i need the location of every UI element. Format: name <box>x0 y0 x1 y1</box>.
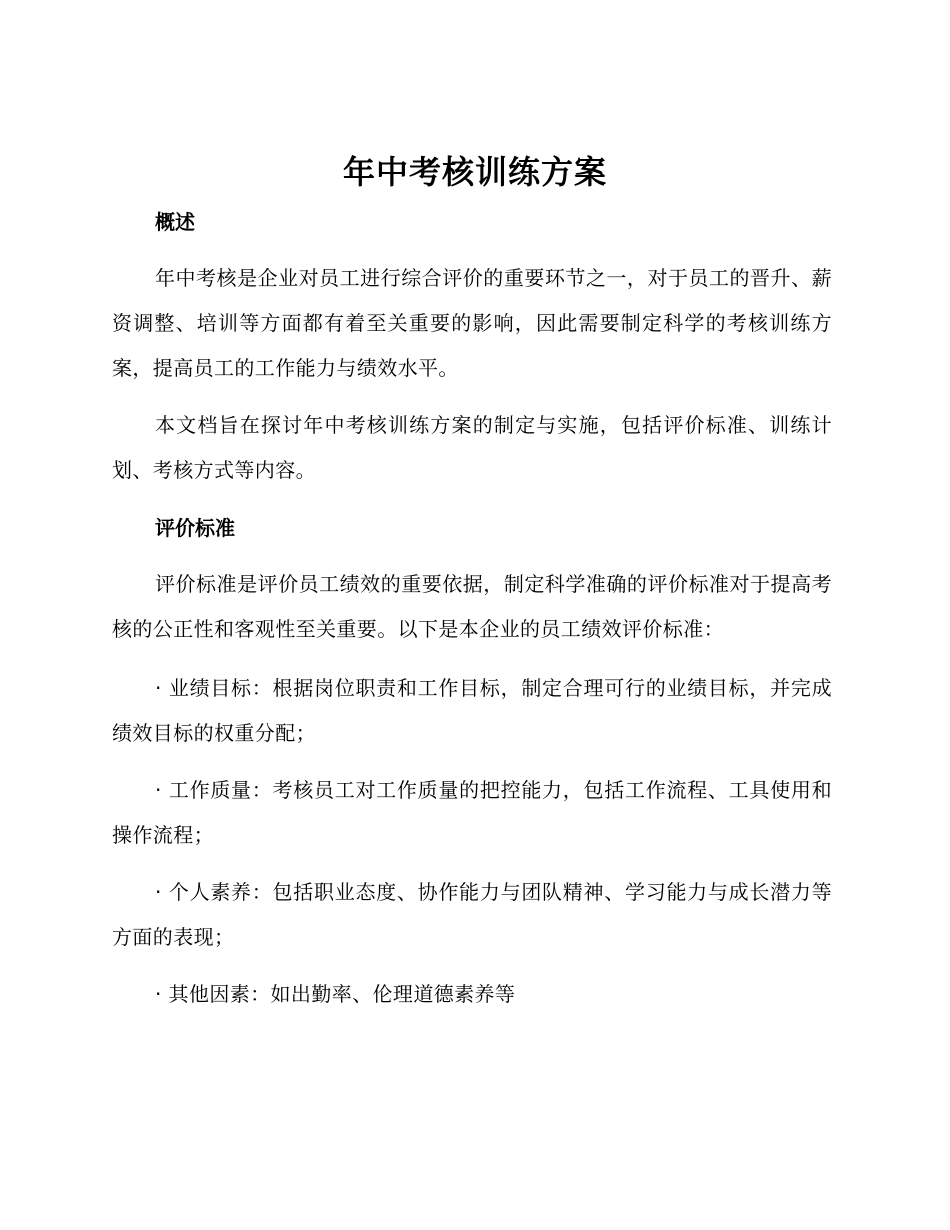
section-heading-overview: 概述 <box>155 210 195 234</box>
paragraph-overview-1: 年中考核是企业对员工进行综合评价的重要环节之一，对于员工的晋升、薪资调整、培训等方面都有着至关重要的影响，因此需要制定科学的考核训练方案，提高员工的工作能力与绩效水平。 <box>112 266 832 380</box>
paragraph-overview-2: 本文档旨在探讨年中考核训练方案的制定与实施，包括评价标准、训练计划、考核方式等内容。 <box>112 413 832 482</box>
list-item-work-quality: · 工作质量：考核员工对工作质量的把控能力，包括工作流程、工具使用和操作流程； <box>112 778 832 847</box>
list-item-other-factors: · 其他因素：如出勤率、伦理道德素养等 <box>155 982 516 1006</box>
document-title: 年中考核训练方案 <box>342 153 607 191</box>
paragraph-criteria-intro: 评价标准是评价员工绩效的重要依据，制定科学准确的评价标准对于提高考核的公正性和客观性至关重要。以下是本企业的员工绩效评价标准： <box>112 572 832 641</box>
list-item-performance-goals: · 业绩目标：根据岗位职责和工作目标，制定合理可行的业绩目标，并完成绩效目标的权重分配； <box>112 676 832 745</box>
section-heading-criteria: 评价标准 <box>155 516 235 540</box>
list-item-personal-quality: · 个人素养：包括职业态度、协作能力与团队精神、学习能力与成长潜力等方面的表现； <box>112 880 832 949</box>
